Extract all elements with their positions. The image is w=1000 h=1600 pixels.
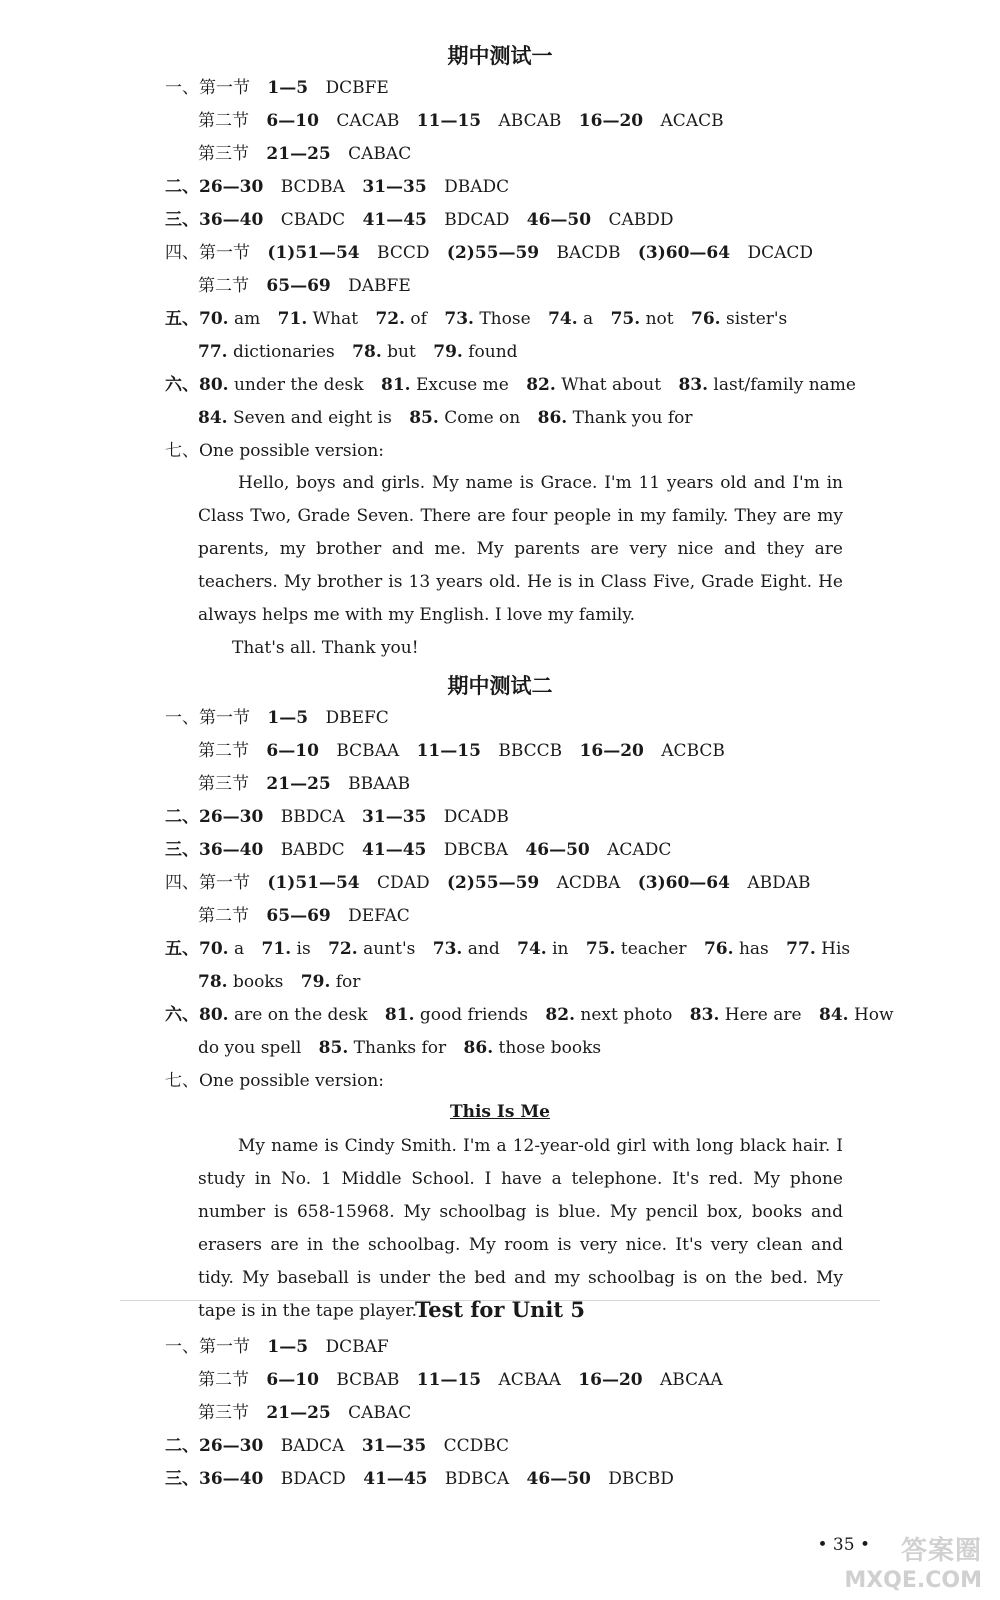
text-fragment: 四、第一节 [165,873,250,893]
text-fragment: 16—20 [579,741,644,761]
text-fragment: CABAC [348,1403,412,1423]
text-fragment: DBADC [444,177,510,197]
text-fragment: 第二节 [198,111,249,131]
text-fragment: 78. [352,342,382,362]
text-fragment: (3)60—64 [637,873,730,893]
text-fragment: 77. [786,939,816,959]
text-fragment: ACBAA [498,1370,561,1390]
answer-line [198,406,693,430]
text-fragment: DCBFE [325,78,389,98]
text-fragment: 83. [689,1005,720,1025]
text-fragment: good friends [419,1005,529,1025]
text-fragment: DCBAF [325,1337,389,1357]
text-fragment: DBCBD [608,1469,674,1489]
text-fragment: BCBAB [336,1370,400,1390]
section-title-midterm-1: 期中测试一 [447,43,553,68]
answer-line [198,1401,411,1425]
text-fragment: ACACB [660,111,724,131]
text-fragment: 84. [818,1005,849,1025]
text-fragment: and [467,939,500,959]
text-fragment: of [410,309,427,329]
text-fragment: Those [479,309,531,329]
answer-line [165,175,509,199]
watermark-logo: 答案圈 [900,1536,982,1566]
text-fragment: 三、36—40 [165,210,264,230]
text-fragment: (2)55—59 [447,873,540,893]
text-fragment: is [296,939,311,959]
text-fragment: 第二节 [198,276,249,296]
text-fragment: 6—10 [266,741,319,761]
text-fragment: in [552,939,569,959]
text-fragment: DEFAC [348,906,410,926]
text-fragment: a [233,939,245,959]
answer-line [165,1003,894,1027]
text-fragment: books [232,972,284,992]
text-fragment: 二、26—30 [165,177,264,197]
text-fragment: Seven and eight is [232,408,392,428]
text-fragment: 85. [409,408,439,428]
text-fragment: Here are [724,1005,802,1025]
text-fragment: ABDAB [747,873,811,893]
text-fragment: CABDD [608,210,674,230]
text-fragment: 86. [537,408,568,428]
text-fragment: 31—35 [361,1436,427,1456]
text-fragment: 78. [198,972,228,992]
text-fragment: ABCAB [498,111,562,131]
text-fragment: CBADC [280,210,346,230]
text-fragment: 11—15 [416,111,482,131]
answer-line [165,241,813,265]
model-essay: My name is Cindy Smith. I'm a 12-year-old girl with long black hair. I study in No. 1 Middle School. I have a telephone. It's red. My phone number is 658-15968. My schoolbag is blue. My pencil box, books and erasers are in the schoolbag. My room is very nice. It's very clean and tidy. My baseball is under the bed and my schoolbag is on the bed. My tape is in the tape player. [198,1136,843,1321]
text-fragment: found [468,342,518,362]
text-fragment: 72. [328,939,358,959]
text-fragment: next photo [580,1005,673,1025]
text-fragment: 21—25 [266,144,331,164]
text-fragment: 31—35 [362,177,427,197]
answer-line [198,904,410,928]
text-fragment: (1)51—54 [267,873,360,893]
answer-line [165,1467,674,1491]
text-fragment: 75. [585,939,616,959]
text-fragment: has [738,939,769,959]
text-fragment: do you spell [198,1038,302,1058]
page-number: • 35 • [817,1535,870,1555]
text-fragment: 76. [691,309,721,329]
text-fragment: am [233,309,261,329]
text-fragment: 第三节 [198,144,249,164]
text-fragment: 65—69 [266,276,331,296]
text-fragment: 79. [300,972,331,992]
text-fragment: DBCBA [443,840,508,860]
text-fragment: sister's [725,309,788,329]
text-fragment: Excuse me [415,375,509,395]
text-fragment: 五、70. [165,309,229,329]
text-fragment: (1)51—54 [267,243,360,263]
text-fragment: BDBCA [444,1469,510,1489]
text-fragment: How [853,1005,894,1025]
answer-line [165,1335,389,1359]
text-fragment: 11—15 [416,741,481,761]
text-fragment: 84. [198,408,228,428]
text-fragment: teacher [620,939,687,959]
text-fragment: 71. [277,309,308,329]
text-fragment: 第二节 [198,1370,249,1390]
text-fragment: 6—10 [266,1370,319,1390]
text-fragment: 74. [517,939,547,959]
text-fragment: are on the desk [233,1005,368,1025]
text-fragment: BCBAA [336,741,400,761]
answer-line [165,805,509,829]
text-fragment: BABDC [280,840,345,860]
text-fragment: 一、第一节 [165,1337,250,1357]
essay-title: This Is Me [449,1102,551,1122]
text-fragment: 73. [432,939,463,959]
answer-line [165,838,671,862]
answer-line [165,871,811,895]
text-fragment: (2)55—59 [446,243,540,263]
text-fragment: What [312,309,359,329]
text-fragment: 三、36—40 [165,1469,264,1489]
text-fragment: 21—25 [266,774,331,794]
text-fragment: BBAAB [348,774,411,794]
text-fragment: 6—10 [266,111,319,131]
text-fragment: 81. [384,1005,415,1025]
text-fragment: DCADB [443,807,509,827]
text-fragment: 六、80. [165,1005,229,1025]
answer-line [198,970,360,994]
answer-line [198,274,411,298]
text-fragment: 79. [433,342,463,362]
text-fragment: 65—69 [266,906,331,926]
text-fragment: BCCD [377,243,430,263]
text-fragment: 74. [548,309,578,329]
text-fragment: 46—50 [526,1469,591,1489]
text-fragment: CDAD [377,873,430,893]
text-fragment: BBCCB [498,741,563,761]
text-fragment: a [583,309,594,329]
text-fragment: 16—20 [578,1370,643,1390]
answer-line [165,373,856,397]
text-fragment: 41—45 [362,210,427,230]
answer-line [198,739,725,763]
answer-line [198,1036,601,1060]
text-fragment: 四、第一节 [165,243,250,263]
text-fragment: 三、36—40 [165,840,264,860]
text-fragment: 71. [261,939,292,959]
text-fragment: 77. [198,342,228,362]
text-fragment: 81. [380,375,411,395]
text-fragment: 一、第一节 [165,708,250,728]
text-fragment: His [821,939,851,959]
text-fragment: under the desk [233,375,364,395]
text-fragment: but [387,342,416,362]
answer-line [165,307,787,331]
text-fragment: CABAC [348,144,412,164]
watermark-url: MXQE.COM [844,1568,982,1593]
text-fragment: 41—45 [362,840,427,860]
text-fragment: 86. [463,1038,494,1058]
text-fragment: 83. [678,375,709,395]
text-fragment: ACDBA [556,873,621,893]
text-fragment: BACDB [556,243,621,263]
section-title-midterm-2: 期中测试二 [447,673,553,698]
section-title-unit-5: Test for Unit 5 [414,1297,585,1322]
text-fragment: ABCAA [660,1370,723,1390]
text-fragment: 76. [703,939,734,959]
text-fragment: BDCAD [444,210,510,230]
text-fragment: 五、70. [165,939,229,959]
text-fragment: Thank you for [572,408,693,428]
answer-line [198,772,410,796]
text-fragment: 21—25 [266,1403,331,1423]
text-fragment: 46—50 [525,840,590,860]
text-fragment: CCDBC [443,1436,510,1456]
text-fragment: 六、80. [165,375,229,395]
text-fragment: for [335,972,361,992]
text-fragment: 31—35 [362,807,427,827]
answer-line [198,1368,723,1392]
text-fragment: those books [498,1038,602,1058]
text-fragment: 72. [375,309,406,329]
writing-label: 七、One possible version: [165,441,384,461]
text-fragment: 46—50 [526,210,592,230]
text-fragment: Thanks for [353,1038,447,1058]
text-fragment: 二、26—30 [165,1436,264,1456]
writing-label: 七、One possible version: [165,1071,384,1091]
text-fragment: 73. [444,309,474,329]
text-fragment: 第二节 [198,906,249,926]
answer-line [198,340,518,364]
text-fragment: 1—5 [267,78,309,98]
answer-line [165,208,674,232]
text-fragment: 41—45 [363,1469,428,1489]
text-fragment: Come on [444,408,521,428]
text-fragment: not [645,309,674,329]
text-fragment: aunt's [363,939,416,959]
text-fragment: What about [561,375,662,395]
text-fragment: ACADC [607,840,672,860]
text-fragment: 16—20 [578,111,644,131]
text-fragment: BCDBA [280,177,345,197]
answer-line [198,109,724,133]
text-fragment: ACBCB [661,741,725,761]
answer-line [165,76,389,100]
text-fragment: BDACD [280,1469,346,1489]
text-fragment: DABFE [348,276,411,296]
text-fragment: (3)60—64 [637,243,731,263]
answer-line [165,1434,509,1458]
text-fragment: DCACD [747,243,814,263]
text-fragment: last/family name [713,375,856,395]
text-fragment: 75. [610,309,641,329]
text-fragment: 11—15 [416,1370,482,1390]
text-fragment: dictionaries [232,342,335,362]
text-fragment: 第三节 [198,774,249,794]
text-fragment: CACAB [336,111,400,131]
text-fragment: 二、26—30 [165,807,264,827]
text-fragment: DBEFC [325,708,389,728]
model-essay: Hello, boys and girls. My name is Grace. I'm 11 years old and I'm in Class Two, Grade Seven. There are four people in my family. They are my parents, my brother and me. My parents are very nice and they are teachers. My brother is 13 years old. He is in Class Five, Grade Eight. He always helps me with my English. I love my family. [198,473,843,625]
text-fragment: 第三节 [198,1403,249,1423]
answer-line [165,937,850,961]
text-fragment: BADCA [280,1436,345,1456]
answer-line [165,706,389,730]
text-fragment: BBDCA [280,807,345,827]
text-fragment: 85. [318,1038,349,1058]
text-fragment: 82. [545,1005,575,1025]
text-fragment: 一、第一节 [165,78,250,98]
text-fragment: 1—5 [267,1337,309,1357]
text-fragment: 82. [526,375,556,395]
answer-line [198,142,411,166]
text-fragment: 第二节 [198,741,249,761]
text-fragment: 1—5 [267,708,309,728]
essay-closing: That's all. Thank you! [232,638,419,658]
